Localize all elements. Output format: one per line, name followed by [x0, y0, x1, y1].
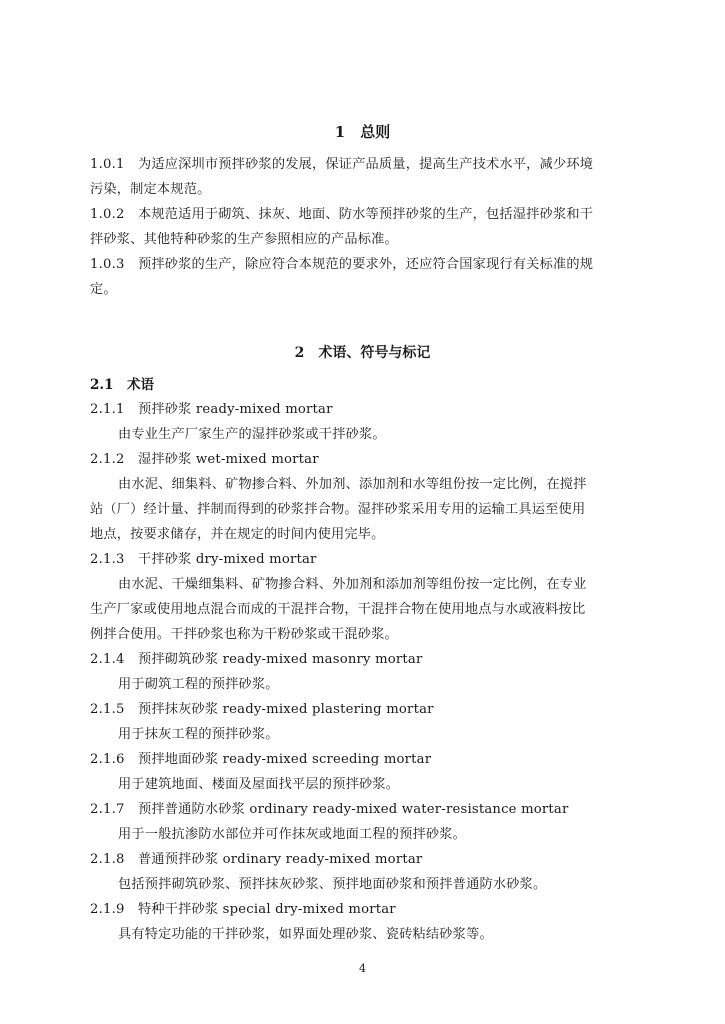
term-2-1-6-definition: 用于建筑地面、楼面及屋面找平层的预拌砂浆。 [118, 777, 400, 792]
term-2-1-4-definition: 用于砌筑工程的预拌砂浆。 [118, 677, 279, 692]
clause-1-0-2-line-2: 拌砂浆、其他特种砂浆的生产参照相应的产品标准。 [90, 232, 398, 247]
term-2-1-2-definition-line-1: 由水泥、细集料、矿物掺合料、外加剂、添加剂和水等组份按一定比例，在搅拌 [118, 477, 587, 492]
term-2-1-9-heading: 2.1.9 特种干拌砂浆 special dry-mixed mortar [90, 902, 396, 917]
term-2-1-4-heading: 2.1.4 预拌砌筑砂浆 ready-mixed masonry mortar [90, 652, 423, 667]
term-2-1-5-definition: 用于抹灰工程的预拌砂浆。 [118, 727, 279, 742]
clause-1-0-1-line-2: 污染，制定本规范。 [90, 182, 211, 197]
clause-1-0-3-line-2: 定。 [90, 282, 117, 297]
term-2-1-1-definition: 由专业生产厂家生产的湿拌砂浆或干拌砂浆。 [118, 427, 386, 442]
chapter-1-title: 1 总则 [334, 123, 391, 141]
term-2-1-2-heading: 2.1.2 湿拌砂浆 wet-mixed mortar [90, 452, 319, 467]
term-2-1-9-definition: 具有特定功能的干拌砂浆，如界面处理砂浆、瓷砖粘结砂浆等。 [118, 927, 493, 942]
term-2-1-1-heading: 2.1.1 预拌砂浆 ready-mixed mortar [90, 402, 333, 417]
term-2-1-3-definition-line-2: 生产厂家或使用地点混合而成的干混拌合物，干混拌合物在使用地点与水或液料按比 [90, 602, 586, 617]
term-2-1-3-definition-line-1: 由水泥、干燥细集料、矿物掺合料、外加剂和添加剂等组份按一定比例，在专业 [118, 577, 587, 592]
term-2-1-8-definition: 包括预拌砌筑砂浆、预拌抹灰砂浆、预拌地面砂浆和预拌普通防水砂浆。 [118, 877, 547, 892]
page-number: 4 [359, 962, 366, 975]
term-2-1-3-heading: 2.1.3 干拌砂浆 dry-mixed mortar [90, 552, 317, 567]
term-2-1-6-heading: 2.1.6 预拌地面砂浆 ready-mixed screeding mortar [90, 752, 432, 767]
term-2-1-7-heading: 2.1.7 预拌普通防水砂浆 ordinary ready-mixed water-resistance mortar [90, 802, 569, 817]
term-2-1-8-heading: 2.1.8 普通预拌砂浆 ordinary ready-mixed mortar [90, 852, 423, 867]
term-2-1-2-definition-line-2: 站（厂）经计量、拌制而得到的砂浆拌合物。湿拌砂浆采用专用的运输工具运至使用 [90, 502, 586, 517]
term-2-1-3-definition-line-3: 例拌合使用。干拌砂浆也称为干粉砂浆或干混砂浆。 [90, 627, 398, 642]
clause-1-0-2-line-1: 1.0.2 本规范适用于砌筑、抹灰、地面、防水等预拌砂浆的生产，包括湿拌砂浆和干 [90, 207, 594, 222]
term-2-1-7-definition: 用于一般抗渗防水部位并可作抹灰或地面工程的预拌砂浆。 [118, 827, 467, 842]
clause-1-0-1-line-1: 1.0.1 为适应深圳市预拌砂浆的发展，保证产品质量，提高生产技术水平，减少环境 [90, 157, 594, 172]
chapter-2-title: 2 术语、符号与标记 [294, 345, 431, 361]
term-2-1-5-heading: 2.1.5 预拌抹灰砂浆 ready-mixed plastering mortar [90, 702, 434, 717]
section-2-1-title: 2.1 术语 [90, 377, 154, 393]
term-2-1-2-definition-line-3: 地点，按要求储存，并在规定的时间内使用完毕。 [90, 527, 385, 542]
clause-1-0-3-line-1: 1.0.3 预拌砂浆的生产，除应符合本规范的要求外，还应符合国家现行有关标准的规 [90, 257, 594, 272]
